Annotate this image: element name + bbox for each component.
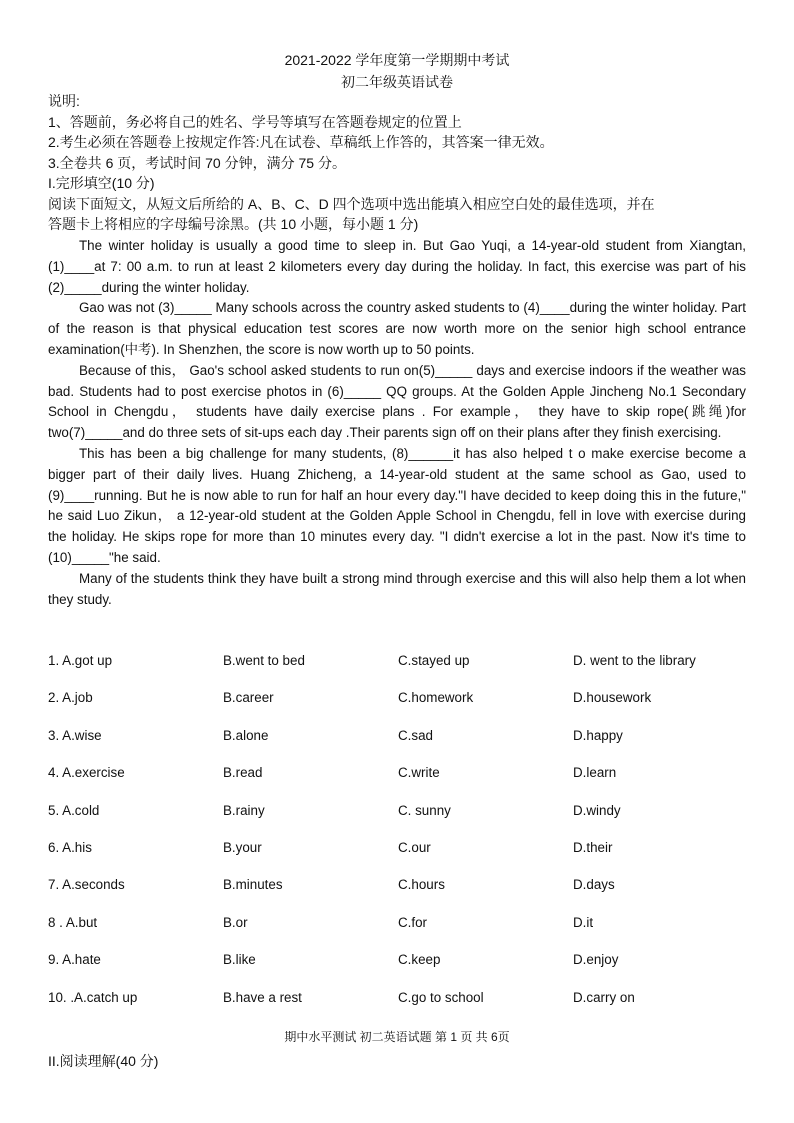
option-a: 7. A.seconds — [48, 877, 125, 893]
question-row-5 — [48, 802, 748, 839]
option-d: D. went to the library — [573, 653, 696, 668]
instructions-label: 说明: — [48, 93, 80, 109]
instruction-item-1: 1、答题前，务必将自己的姓名、学号等填写在答题卷规定的位置上 — [48, 113, 462, 130]
option-c: C.homework — [398, 690, 474, 706]
option-b: B.your — [223, 839, 262, 855]
cloze-passage — [48, 236, 746, 610]
question-row-4 — [48, 764, 748, 801]
option-a: 9. A.hate — [48, 952, 101, 968]
option-b: B.like — [223, 952, 256, 968]
page-footer: 期中水平测试 初二英语试题 第 1 页 共 6页 — [284, 1030, 510, 1044]
option-d: D.their — [573, 839, 613, 855]
passage-paragraph-5: Many of the students think they have built a strong mind through exercise and this will also help them a lot when they study. — [48, 570, 746, 607]
option-d: D.learn — [573, 765, 617, 781]
option-a: 2. A.job — [48, 690, 93, 706]
option-c: C.our — [398, 839, 431, 855]
option-c: C. sunny — [398, 802, 451, 818]
question-row-1 — [48, 652, 748, 689]
question-row-3 — [48, 727, 748, 764]
question-options — [48, 652, 748, 1026]
question-row-10 — [48, 989, 748, 1026]
option-b: B.have a rest — [223, 989, 302, 1005]
option-c: C.sad — [398, 727, 433, 743]
option-c: C.hours — [398, 877, 445, 893]
question-row-6 — [48, 839, 748, 876]
option-a: 3. A.wise — [48, 727, 102, 743]
passage-paragraph-4: This has been a big challenge for many students, (8)______it has also helped t o make exercise become a bigger part of their daily lives. Huang Zhicheng, a 14-year-old student at the same school as Gao, used to (9)____running. But he is now able to run for half an hour every day."I have decided to keep doing this in the future," he said Luo Zikun， a 12-year-old student at the Golden Apple School in Chengdu, fell in love with exercise during the holiday. He skips rope for more than 10 minutes every day. "I didn't exercise a lot in the past. Now it's time to (10)_____"he said. — [48, 445, 746, 565]
exam-subtitle: 初二年级英语试卷 — [341, 74, 453, 90]
section1-directions-line2: 答题卡上将相应的字母编号涂黑。(共 10 小题，每小题 1 分) — [48, 216, 419, 232]
exam-title: 2021-2022 学年度第一学期期中考试 — [284, 52, 510, 68]
passage-paragraph-3: Because of this， Gao's school asked students to run on(5)_____ days and exercise indoors if the weather was bad. Students had to post exercise photos in (6)_____ QQ groups. At the Golden Apple Jincheng No.1 Secondary School in Chengdu， students have daily exercise plans . For example， they have to skip rope(跳绳)for two(7)_____and do three sets of sit-ups each day .Their parents sign off on their plans after they finish exercising. — [48, 362, 746, 441]
option-a: 1. A.got up — [48, 653, 113, 668]
option-c: C.go to school — [398, 989, 484, 1005]
option-d: D.carry on — [573, 989, 635, 1005]
option-d: D.windy — [573, 802, 621, 818]
question-row-9 — [48, 951, 748, 988]
instruction-item-2: 2.考生必须在答题卷上按规定作答:凡在试卷、草稿纸上作答的，其答案一律无效。 — [48, 134, 554, 150]
section1-heading: I.完形填空(10 分) — [48, 175, 155, 191]
option-d: D.it — [573, 914, 594, 930]
option-c: C.write — [398, 765, 440, 781]
option-b: B.read — [223, 765, 263, 781]
option-b: B.alone — [223, 727, 269, 743]
option-a: 5. A.cold — [48, 802, 100, 818]
option-d: D.housework — [573, 690, 652, 706]
option-d: D.days — [573, 877, 615, 893]
section1-directions-line1: 阅读下面短文，从短文后所给的 A、B、C、D 四个选项中选出能填入相应空白处的最佳选项，并在 — [48, 195, 655, 212]
option-b: B.rainy — [223, 802, 265, 818]
option-d: D.happy — [573, 727, 623, 743]
section2-heading: II.阅读理解(40 分) — [48, 1053, 159, 1069]
instructions — [48, 91, 748, 235]
question-row-7 — [48, 876, 748, 913]
option-a: 6. A.his — [48, 839, 92, 855]
option-b: B.went to bed — [223, 653, 305, 668]
option-a: 4. A.exercise — [48, 765, 125, 781]
passage-paragraph-2: Gao was not (3)_____ Many schools across the country asked students to (4)____during the winter holiday. Part of the reason is that physical education test scores are now worth more on the senior high school entrance examination(中考). In Shenzhen, the score is now worth up to 50 points. — [48, 300, 746, 357]
question-row-2 — [48, 689, 748, 726]
instruction-item-3: 3.全卷共 6 页，考试时间 70 分钟，满分 75 分。 — [48, 154, 346, 171]
option-b: B.or — [223, 914, 248, 930]
option-b: B.minutes — [223, 877, 283, 893]
option-c: C.stayed up — [398, 653, 470, 668]
option-d: D.enjoy — [573, 952, 619, 968]
option-c: C.keep — [398, 952, 441, 968]
passage-paragraph-1: The winter holiday is usually a good time to sleep in. But Gao Yuqi, a 14-year-old student from Xiangtan, (1)____at 7: 00 a.m. to run at least 2 kilometers every day during the holiday. In fact, this exercise was part of his (2)_____during the winter holiday. — [48, 238, 746, 295]
option-a: 10. .A.catch up — [48, 989, 138, 1005]
option-a: 8 . A.but — [48, 914, 98, 930]
option-b: B.career — [223, 690, 274, 706]
option-c: C.for — [398, 914, 428, 930]
question-row-8 — [48, 914, 748, 951]
